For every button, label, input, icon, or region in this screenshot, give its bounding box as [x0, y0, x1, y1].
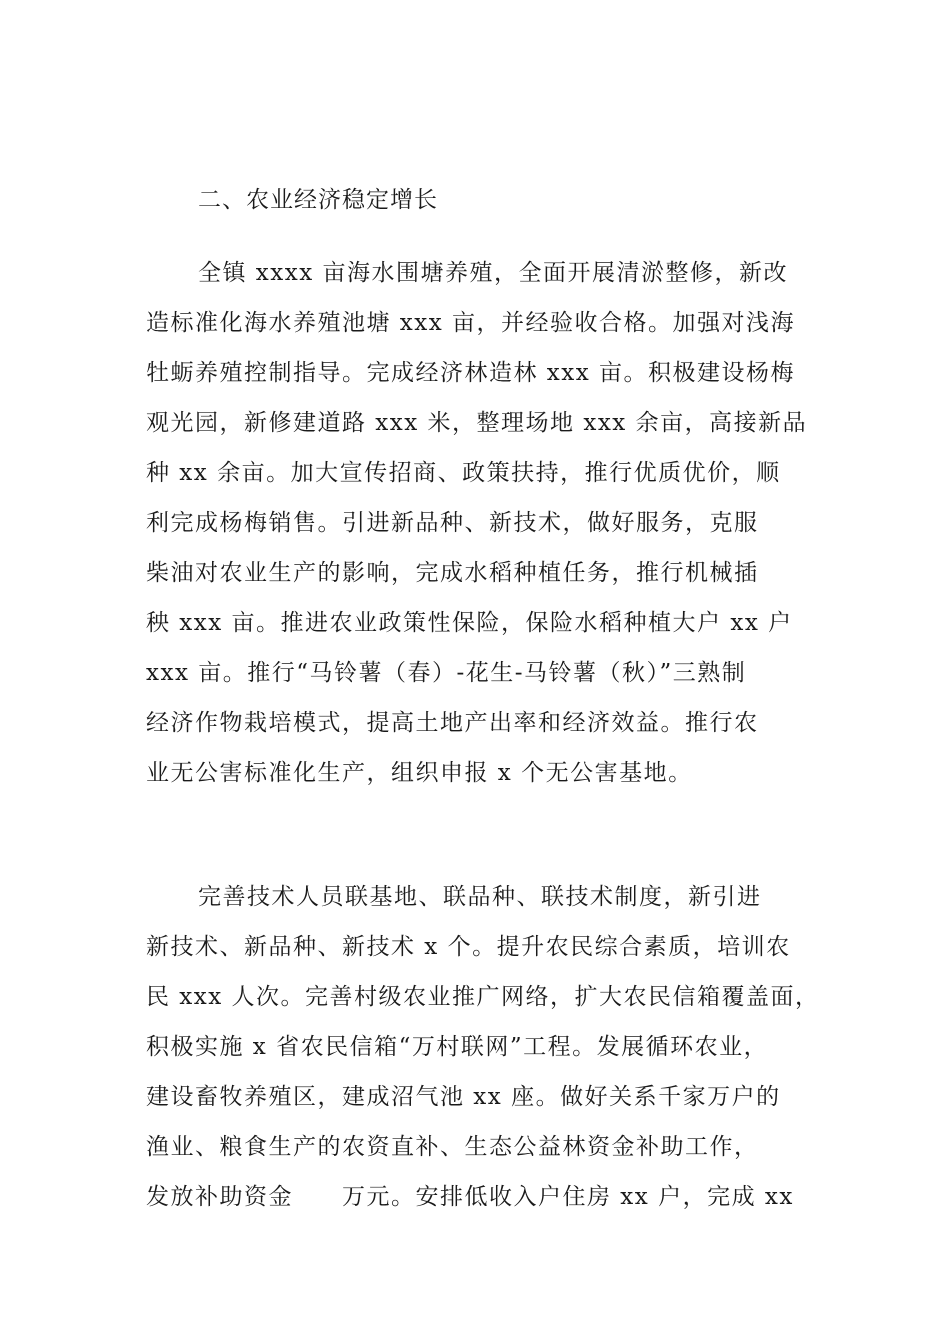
section-heading: 二、农业经济稳定增长: [198, 187, 438, 213]
paragraph-line: 秧 xxx 亩。推进农业政策性保险，保险水稻种植大户 xx 户: [146, 610, 793, 636]
paragraph-line: 经济作物栽培模式，提高土地产出率和经济效益。推行农: [146, 710, 759, 736]
paragraph-2: [146, 872, 836, 1222]
paragraph-line: 建设畜牧养殖区，建成沼气池 xx 座。做好关系千家万户的: [146, 1084, 781, 1110]
paragraph-line: 发放补助资金 万元。安排低收入户住房 xx 户，完成 xx: [146, 1184, 794, 1210]
paragraph-line: 完善技术人员联基地、联品种、联技术制度，新引进: [198, 884, 762, 910]
paragraph-line: 牡蛎养殖控制指导。完成经济林造林 xxx 亩。积极建设杨梅: [146, 360, 796, 386]
paragraph-line: 渔业、粮食生产的农资直补、生态公益林资金补助工作，: [146, 1134, 759, 1160]
paragraph-line: 全镇 xxxx 亩海水围塘养殖，全面开展清淤整修，新改: [198, 260, 789, 286]
paragraph-line: 种 xx 余亩。加大宣传招商、政策扶持，推行优质优价，顺: [146, 460, 781, 486]
paragraph-line: 新技术、新品种、新技术 x 个。提升农民综合素质，培训农: [146, 934, 791, 960]
paragraph-line: 利完成杨梅销售。引进新品种、新技术，做好服务，克服: [146, 510, 759, 536]
paragraph-line: 柴油对农业生产的影响，完成水稻种植任务，推行机械插: [146, 560, 759, 586]
paragraph-1: [146, 248, 836, 798]
paragraph-line: 积极实施 x 省农民信箱“万村联网”工程。发展循环农业，: [146, 1034, 769, 1060]
paragraph-line: 造标准化海水养殖池塘 xxx 亩，并经验收合格。加强对浅海: [146, 310, 796, 336]
paragraph-line: xxx 亩。推行“马铃薯（春）-花生-马铃薯（秋）”三熟制: [146, 660, 747, 686]
paragraph-line: 民 xxx 人次。完善村级农业推广网络，扩大农民信箱覆盖面，: [146, 984, 820, 1010]
paragraph-line: 观光园，新修建道路 xxx 米，整理场地 xxx 余亩，高接新品: [146, 410, 808, 436]
paragraph-line: 业无公害标准化生产，组织申报 x 个无公害基地。: [146, 760, 693, 786]
